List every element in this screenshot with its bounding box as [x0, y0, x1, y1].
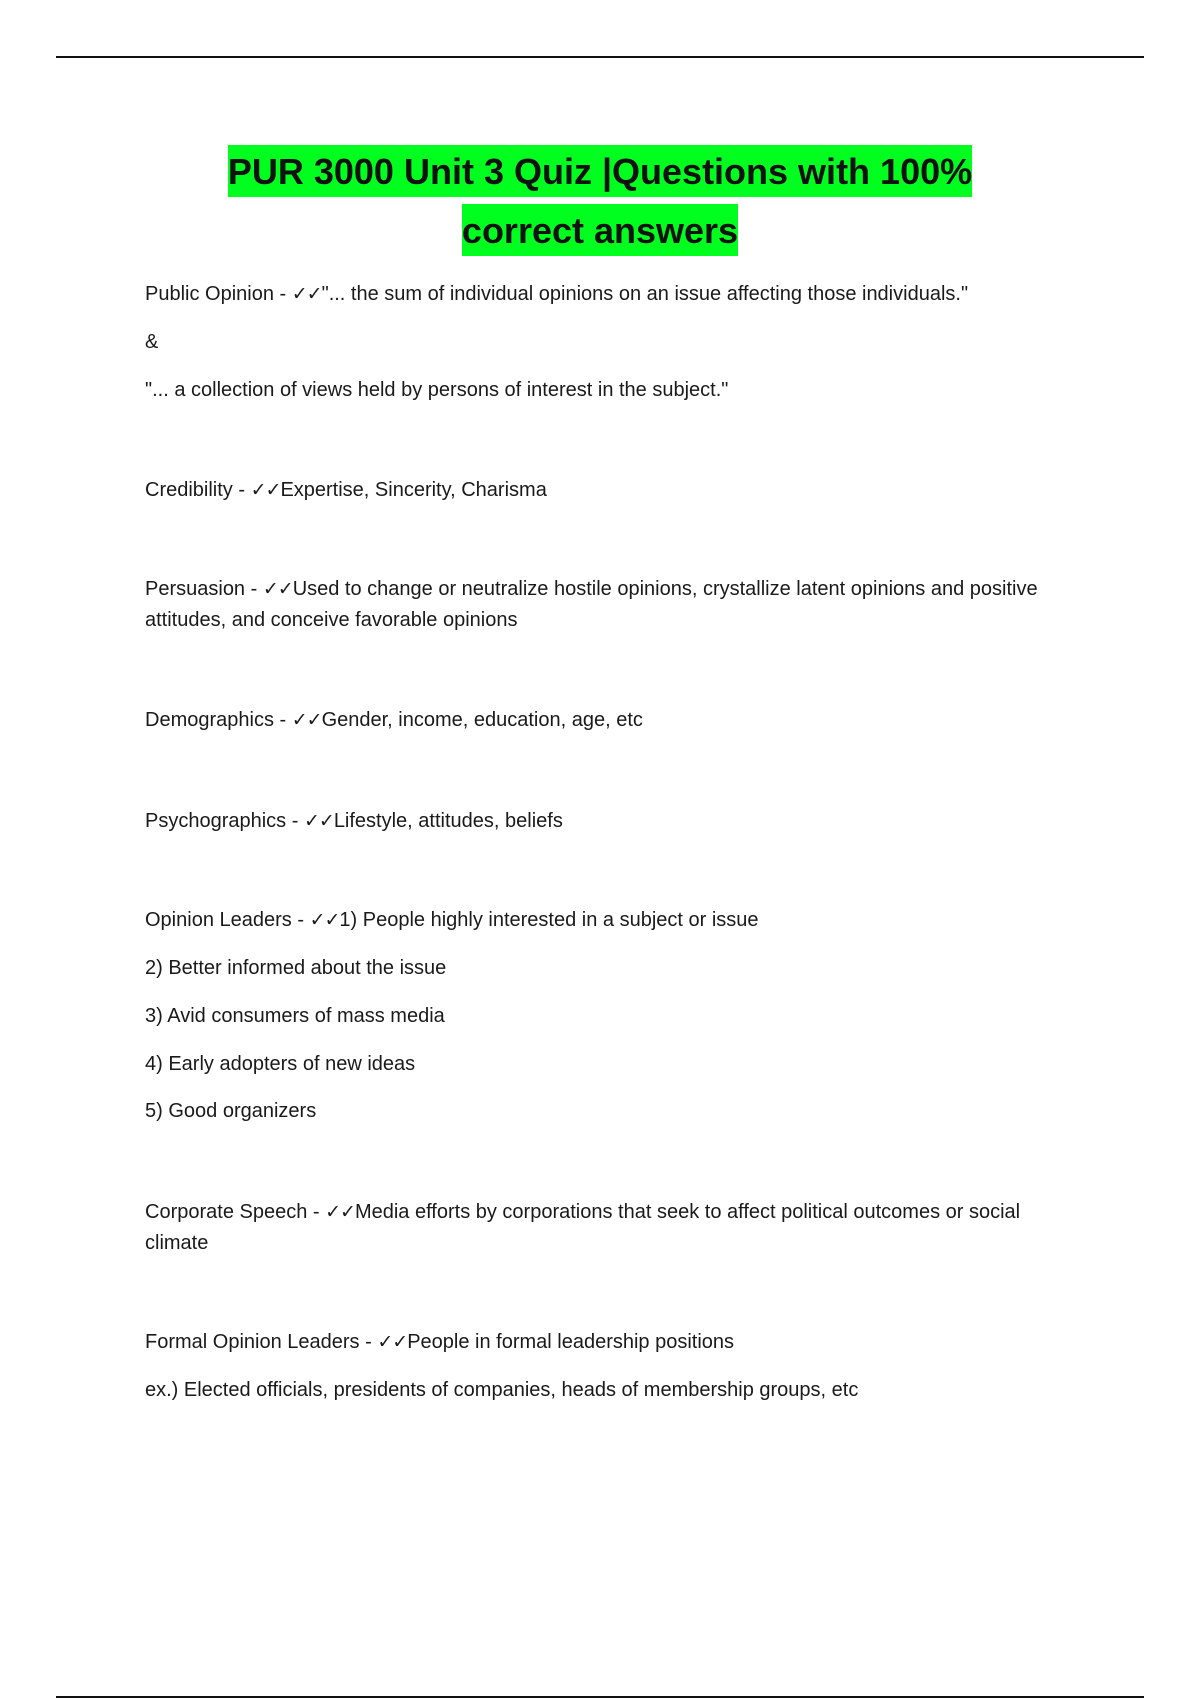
entry-definition: People in formal leadership positions: [407, 1331, 735, 1353]
double-check-icon: ✓✓: [325, 1201, 355, 1223]
double-check-icon: ✓✓: [250, 479, 281, 501]
entry-opinion-leaders: [145, 905, 1080, 1127]
entry-extra-line: &: [145, 331, 159, 353]
entry-term: Psychographics: [145, 810, 287, 832]
entry-term: Corporate Speech: [145, 1201, 308, 1223]
entry-public-opinion: [145, 279, 1080, 406]
double-check-icon: ✓✓: [309, 909, 340, 931]
document-title: [0, 142, 1200, 260]
double-check-icon: ✓✓: [303, 810, 334, 832]
entry-separator: -: [291, 909, 310, 931]
entry-separator: -: [307, 1201, 326, 1223]
entry-extra-line: ex.) Elected officials, presidents of companies, heads of membership groups, etc: [145, 1379, 859, 1401]
entry-extra-line: 5) Good organizers: [145, 1100, 317, 1122]
entry-extra-line: 2) Better informed about the issue: [145, 957, 447, 979]
entry-term: Formal Opinion Leaders: [145, 1331, 360, 1353]
entry-extra-line: 4) Early adopters of new ideas: [145, 1053, 416, 1075]
entry-definition: "... the sum of individual opinions on an issue affecting those individuals.": [321, 283, 969, 305]
entry-definition: Lifestyle, attitudes, beliefs: [333, 810, 563, 832]
entry-term: Persuasion: [145, 578, 246, 600]
entry-line: [145, 806, 1080, 837]
double-check-icon: ✓✓: [377, 1331, 408, 1353]
title-line-1: PUR 3000 Unit 3 Quiz |Questions with 100%: [228, 145, 972, 197]
entry-demographics: [145, 705, 1080, 736]
entry-extra-line: 3) Avid consumers of mass media: [145, 1005, 445, 1027]
entry-line: [145, 1327, 1080, 1358]
double-check-icon: ✓✓: [291, 283, 322, 305]
entry-term: Credibility: [145, 479, 233, 501]
entry-separator: -: [273, 709, 292, 731]
entry-credibility: [145, 475, 1080, 506]
entry-definition: 1) People highly interested in a subject or issue: [339, 909, 759, 931]
entry-psychographics: [145, 806, 1080, 837]
entry-extra-line: "... a collection of views held by persons of interest in the subject.": [145, 379, 729, 401]
entry-definition: Used to change or neutralize hostile opinions, crystallize latent opinions and positive attitudes, and conceive favorable opinions: [145, 578, 1038, 631]
double-check-icon: ✓✓: [262, 578, 293, 600]
entry-line: [145, 905, 1080, 936]
entry-separator: -: [232, 479, 251, 501]
entry-term: Opinion Leaders: [145, 909, 292, 931]
entry-line: [145, 574, 1080, 636]
header-rule: [56, 56, 1144, 58]
entry-persuasion: [145, 574, 1080, 636]
entry-separator: -: [286, 810, 304, 832]
entry-definition: Media efforts by corporations that seek to affect political outcomes or social climate: [145, 1201, 1021, 1254]
entry-term: Public Opinion: [145, 283, 274, 305]
entry-separator: -: [273, 283, 292, 305]
entry-line: [145, 279, 1080, 310]
entry-definition: Gender, income, education, age, etc: [321, 709, 643, 731]
entry-separator: -: [359, 1331, 378, 1353]
entry-term: Demographics: [145, 709, 274, 731]
entry-formal-opinion-leaders: [145, 1327, 1080, 1406]
entry-line: [145, 475, 1080, 506]
double-check-icon: ✓✓: [291, 709, 322, 731]
entry-separator: -: [245, 578, 263, 600]
entry-line: [145, 705, 1080, 736]
entry-definition: Expertise, Sincerity, Charisma: [280, 479, 547, 501]
entry-line: [145, 1197, 1080, 1259]
title-line-2: correct answers: [462, 204, 738, 256]
footer-rule: [56, 1696, 1144, 1698]
entry-corporate-speech: [145, 1197, 1080, 1259]
